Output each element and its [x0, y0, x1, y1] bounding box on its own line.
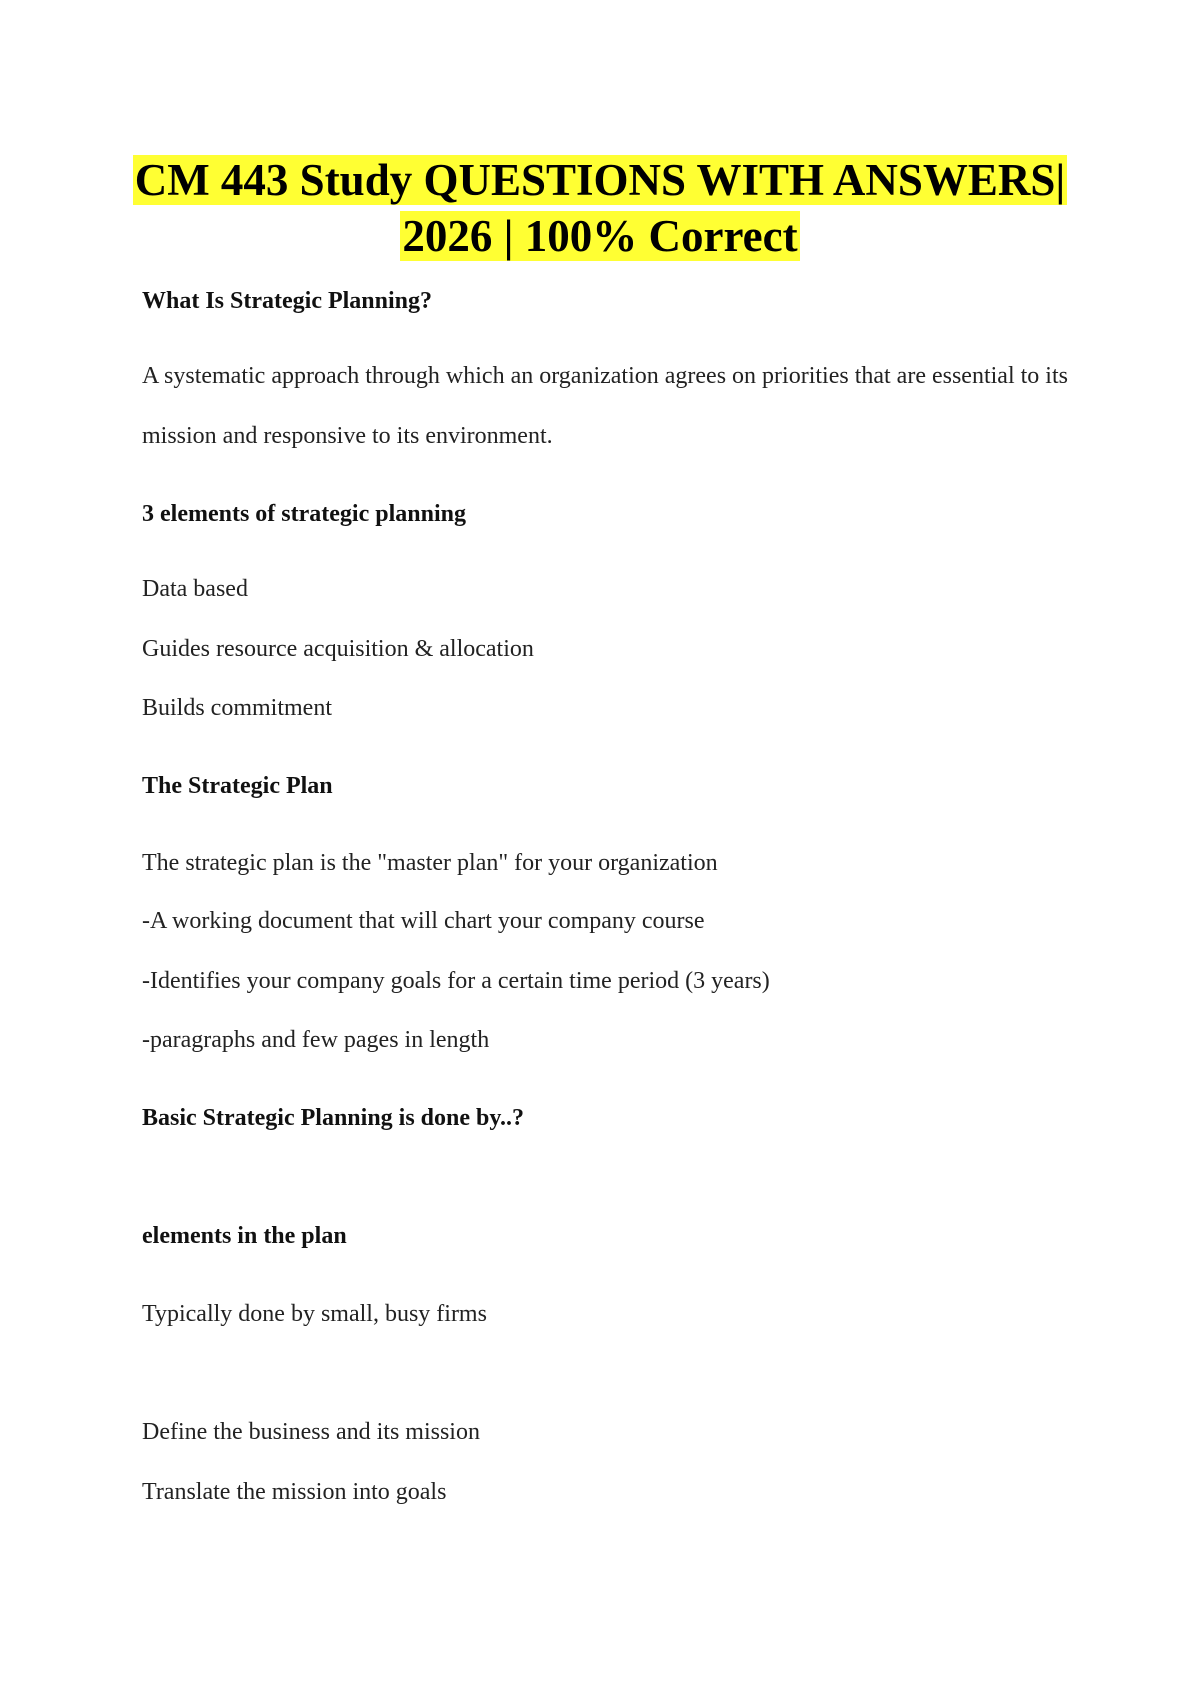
question-heading: The Strategic Plan [142, 773, 333, 799]
list-item: Data based [142, 576, 248, 602]
question-heading: 3 elements of strategic planning [142, 501, 466, 527]
title-line-1: CM 443 Study QUESTIONS WITH ANSWERS| [134, 155, 1066, 205]
title-line-2: 2026 | 100% Correct [402, 211, 798, 261]
list-item: Guides resource acquisition & allocation [142, 636, 534, 662]
list-item: -paragraphs and few pages in length [142, 1027, 490, 1053]
answer-text: mission and responsive to its environment. [142, 423, 553, 449]
list-item: -A working document that will chart your company course [142, 908, 705, 934]
list-item: Builds commitment [142, 695, 332, 721]
answer-text: Typically done by small, busy firms [142, 1301, 487, 1327]
list-item: -Identifies your company goals for a certain time period (3 years) [142, 968, 770, 994]
list-item: Define the business and its mission [142, 1419, 480, 1445]
list-item: Translate the mission into goals [142, 1479, 447, 1505]
question-heading: What Is Strategic Planning? [142, 288, 433, 314]
answer-text: A systematic approach through which an organization agrees on priorities that are essential to its [142, 363, 1068, 389]
list-item: The strategic plan is the "master plan" for your organization [142, 850, 718, 876]
question-heading: Basic Strategic Planning is done by..? [142, 1105, 525, 1131]
document-title [0, 152, 1200, 264]
question-heading: elements in the plan [142, 1223, 347, 1249]
